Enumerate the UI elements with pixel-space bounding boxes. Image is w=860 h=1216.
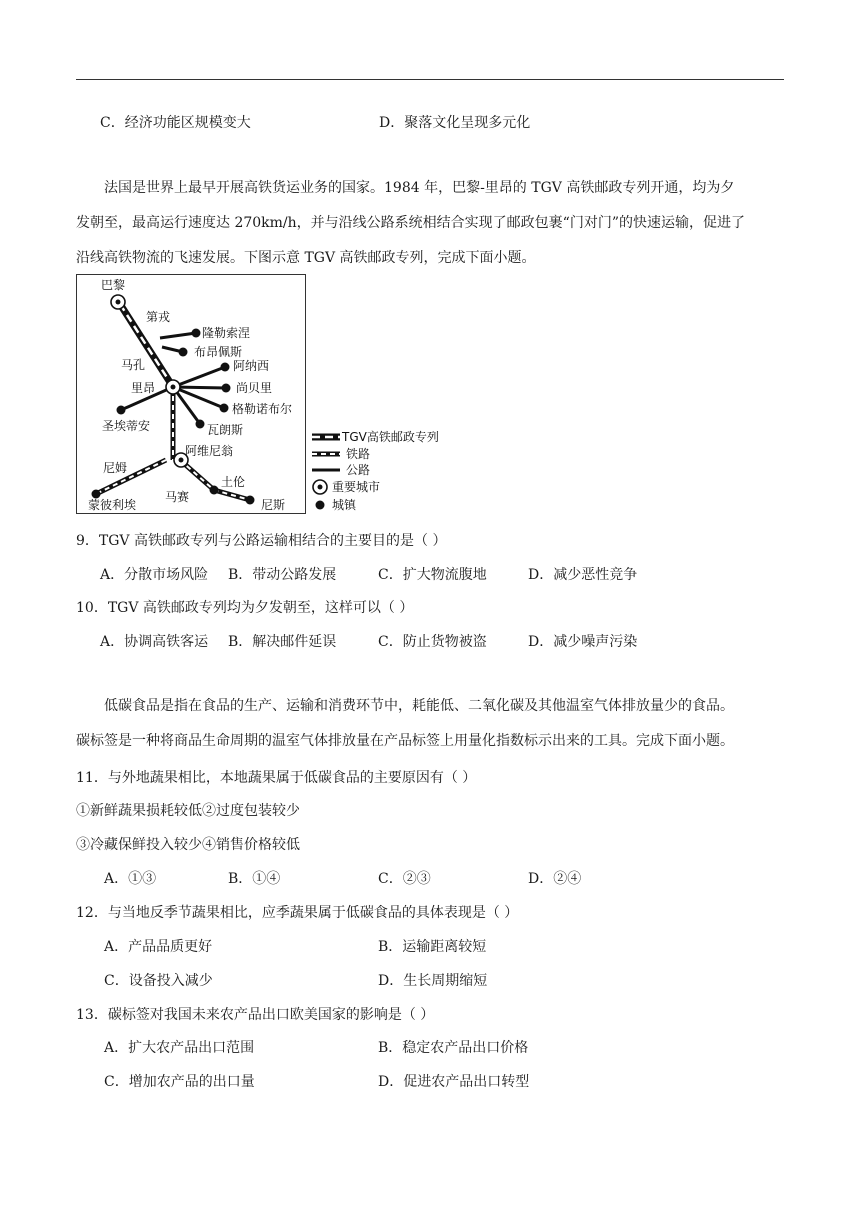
passage-line: 低碳食品是指在食品的生产、运输和消费环节中，耗能低、二氧化碳及其他温室气体排放量少的食品。 [104, 698, 734, 714]
q11-option-a[interactable]: A．①③ [104, 871, 157, 887]
road-to-chambery [173, 387, 226, 388]
label-lyon: 里昂 [131, 381, 156, 395]
q13-option-c[interactable]: C．增加农产品的出口量 [104, 1074, 255, 1090]
q8-option-c[interactable]: C．经济功能区规模变大 [100, 115, 251, 131]
passage-line: 碳标签是一种将商品生命周期的温室气体排放量在产品标签上用量化指数标示出来的工具。完成下面小题。 [76, 733, 734, 749]
q8-option-d[interactable]: D．聚落文化呈现多元化 [379, 115, 531, 131]
label-chambery: 尚贝里 [236, 381, 273, 395]
legend-road: 公路 [346, 463, 371, 477]
passage-line: 沿线高铁物流的飞速发展。下图示意 TGV 高铁邮政专列，完成下面小题。 [76, 250, 536, 266]
q13-stem: 13．碳标签对我国未来农产品出口欧美国家的影响是（ ） [76, 1007, 435, 1023]
q12-stem: 12．与当地反季节蔬果相比，应季蔬果属于低碳食品的具体表现是（ ） [76, 905, 519, 921]
label-toulon: 土伦 [221, 475, 246, 489]
q11-option-b[interactable]: B．①④ [228, 871, 281, 887]
label-paris: 巴黎 [101, 278, 126, 292]
q9-option-a[interactable]: A．分散市场风险 [100, 567, 209, 583]
q10-option-c[interactable]: C．防止货物被盗 [378, 634, 487, 650]
q10-option-a[interactable]: A．协调高铁客运 [100, 634, 209, 650]
q9-option-b[interactable]: B．带动公路发展 [228, 567, 337, 583]
passage-line: 发朝至，最高运行速度达 270km/h，并与沿线公路系统相结合实现了邮政包裹“门对门”的快速运输，促进了 [76, 215, 745, 231]
label-lonsle: 隆勒索涅 [202, 326, 251, 340]
label-dijon: 第戎 [146, 310, 171, 324]
passage-low-carbon [76, 689, 788, 759]
q12-option-d[interactable]: D．生长周期缩短 [378, 973, 488, 989]
q11-option-d[interactable]: D．②④ [528, 871, 582, 887]
q9-stem: 9．TGV 高铁邮政专列与公路运输相结合的主要目的是（ ） [76, 533, 447, 549]
label-grenoble: 格勒诺布尔 [232, 402, 293, 416]
label-stetienne: 圣埃蒂安 [102, 419, 151, 433]
label-macon: 马孔 [121, 358, 146, 372]
label-bourg: 布昂佩斯 [194, 345, 243, 359]
q11-statement-1: ①新鲜蔬果损耗较低②过度包装较少 [76, 803, 300, 819]
road-to-annecy [173, 367, 225, 387]
label-montpellier: 蒙彼利埃 [88, 498, 137, 512]
q13-option-a[interactable]: A．扩大农产品出口范围 [104, 1040, 255, 1056]
map-legend [312, 429, 439, 512]
road-to-lonsle [160, 333, 196, 338]
label-nice: 尼斯 [261, 498, 286, 512]
q12-option-a[interactable]: A．产品品质更好 [104, 939, 213, 955]
legend-tgv: TGV高铁邮政专列 [342, 430, 439, 444]
q9-option-c[interactable]: C．扩大物流腹地 [378, 567, 487, 583]
q11-stem: 11．与外地蔬果相比，本地蔬果属于低碳食品的主要原因有（ ） [76, 770, 477, 786]
q11-option-c[interactable]: C．②③ [378, 871, 431, 887]
q13-option-d[interactable]: D．促进农产品出口转型 [378, 1074, 530, 1090]
legend-major-city: 重要城市 [332, 480, 381, 494]
q12-option-b[interactable]: B．运输距离较短 [378, 939, 487, 955]
q10-stem: 10．TGV 高铁邮政专列均为夕发朝至，这样可以（ ） [76, 600, 414, 616]
label-annecy: 阿纳西 [233, 359, 270, 373]
label-marseille: 马赛 [165, 490, 190, 504]
q10-option-d[interactable]: D．减少噪声污染 [528, 634, 638, 650]
legend-rail: 铁路 [346, 447, 371, 461]
q11-statement-2: ③冷藏保鲜投入较少④销售价格较低 [76, 837, 300, 853]
q13-option-b[interactable]: B．稳定农产品出口价格 [378, 1040, 529, 1056]
label-avignon: 阿维尼翁 [185, 444, 234, 458]
q12-option-c[interactable]: C．设备投入减少 [104, 973, 213, 989]
label-valence: 瓦朗斯 [207, 423, 244, 437]
q9-option-d[interactable]: D．减少恶性竞争 [528, 567, 638, 583]
passage-line: 法国是世界上最早开展高铁货运业务的国家。1984 年，巴黎-里昂的 TGV 高铁邮政专列开通，均为夕 [104, 180, 735, 196]
q10-option-b[interactable]: B．解决邮件延误 [228, 634, 337, 650]
legend-town: 城镇 [332, 498, 357, 512]
label-nimes: 尼姆 [103, 461, 128, 475]
